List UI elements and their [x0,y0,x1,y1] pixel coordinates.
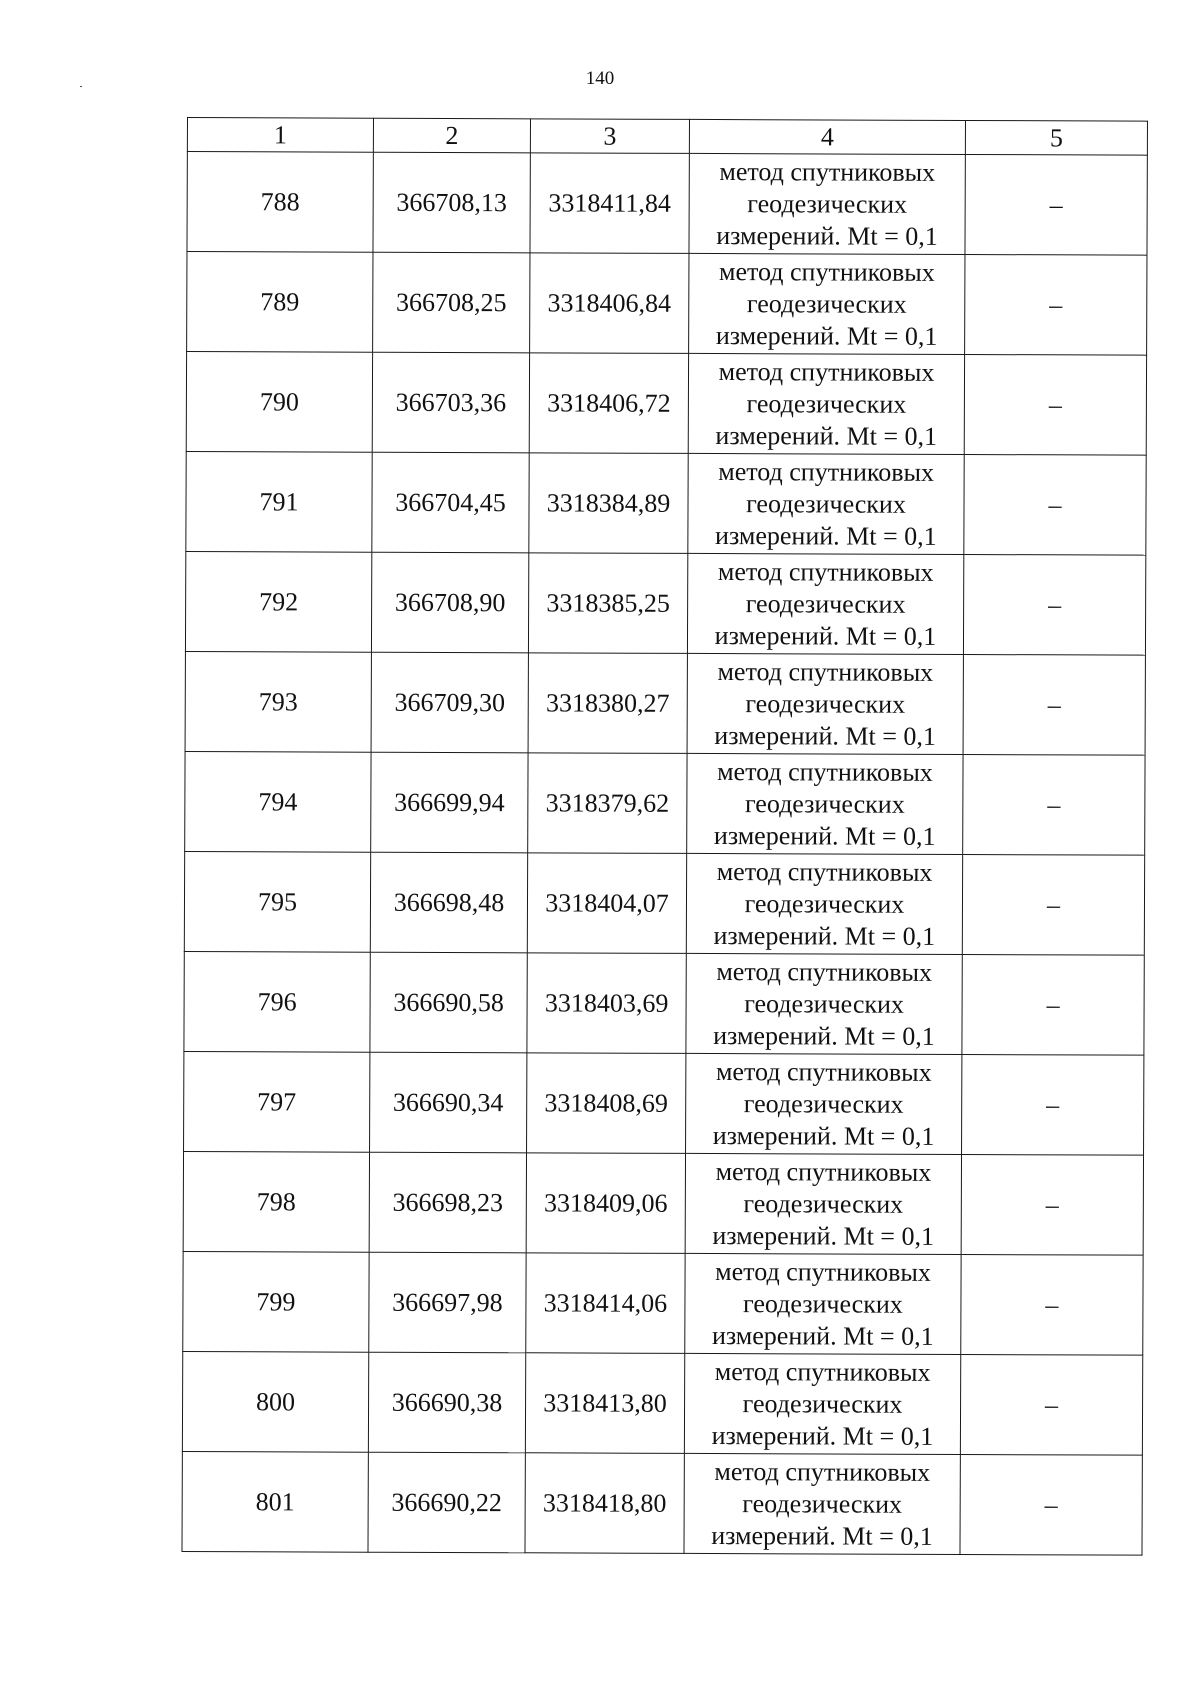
method-cell [688,453,964,554]
point-number-cell: 789 [187,252,373,353]
x-coordinate-cell: 366704,45 [372,452,529,553]
note-cell [961,1154,1143,1255]
y-coordinate-cell: 3318380,27 [528,653,687,754]
method-text-line: измерений. Mt = 0,1 [715,420,938,451]
point-number-cell: 797 [184,1051,370,1152]
method-text-line: измерений. Mt = 0,1 [714,720,936,751]
note-dash: – [1048,589,1062,619]
note-dash: – [1044,1489,1058,1519]
x-coordinate-cell: 366708,25 [373,252,530,353]
method-text-line: геодезических [745,688,906,719]
note-dash: – [1046,989,1060,1019]
note-dash: – [1049,189,1063,219]
method-cell [686,1053,962,1154]
note-cell [963,654,1145,755]
method-text-line: метод спутниковых [715,1256,931,1287]
table-body [182,118,1147,1556]
point-number-cell: 801 [182,1451,368,1552]
table-row [185,651,1145,755]
method-text-line: геодезических [746,488,906,519]
note-cell [964,454,1146,555]
method-text-line: измерений. Mt = 0,1 [713,820,936,851]
method-text-line: измерений. Mt = 0,1 [715,520,937,551]
method-cell [684,1453,960,1554]
table-row [183,1251,1143,1355]
y-coordinate-cell: 3318406,72 [529,353,688,454]
point-number-cell: 795 [184,851,370,952]
y-coordinate-cell: 3318413,80 [525,1353,684,1454]
table-row [186,352,1146,456]
method-text-line: геодезических [746,288,907,319]
note-dash: – [1047,689,1061,719]
method-text-line: метод спутниковых [717,756,933,787]
note-dash: – [1047,789,1061,819]
method-cell [687,553,963,654]
method-cell [686,853,962,954]
y-coordinate-cell: 3318385,25 [528,553,687,654]
x-coordinate-cell: 366690,22 [368,1452,525,1553]
x-coordinate-cell: 366708,90 [371,552,528,653]
method-text-line: геодезических [743,1188,904,1219]
table-row [186,451,1146,555]
method-text-line: измерений. Mt = 0,1 [712,1120,935,1151]
y-coordinate-cell: 3318418,80 [525,1453,684,1554]
method-text-line: измерений. Mt = 0,1 [715,320,938,351]
method-text-line: метод спутниковых [719,156,936,187]
method-text-line: измерений. Mt = 0,1 [714,620,937,651]
x-coordinate-cell: 366698,23 [369,1152,526,1253]
table-row [183,1151,1143,1255]
table-header-row [187,118,1147,156]
note-cell [961,1254,1143,1355]
method-text-line: метод спутниковых [715,1156,932,1187]
method-text-line: геодезических [744,988,905,1019]
note-cell [964,354,1146,455]
method-text-line: метод спутниковых [716,956,933,987]
note-dash: – [1046,1089,1060,1119]
x-coordinate-cell: 366698,48 [370,852,527,953]
note-dash: – [1045,1289,1059,1319]
method-text-line: метод спутниковых [718,456,935,487]
table-row [185,751,1145,855]
method-text-line: измерений. Mt = 0,1 [713,1020,935,1051]
note-cell [963,554,1145,655]
table-row [182,1351,1142,1455]
x-coordinate-cell: 366697,98 [369,1252,526,1353]
note-cell [963,754,1145,855]
method-text-line: метод спутниковых [717,556,934,587]
note-cell [962,954,1144,1055]
method-text-line: геодезических [742,1488,903,1519]
method-text-line: геодезических [745,588,906,619]
y-coordinate-cell: 3318404,07 [527,853,686,954]
method-text-line: геодезических [744,788,905,819]
method-text-line: измерений. Mt = 0,1 [711,1520,933,1551]
x-coordinate-cell: 366703,36 [372,352,529,453]
method-text-line: геодезических [743,1088,904,1119]
y-coordinate-cell: 3318414,06 [526,1253,685,1354]
page-number: 140 [585,68,615,89]
method-text-line: геодезических [744,888,905,919]
point-number-cell: 794 [185,751,371,852]
point-number-cell: 798 [183,1151,369,1252]
method-text-line: метод спутниковых [718,256,935,287]
method-text-line: измерений. Mt = 0,1 [711,1320,934,1351]
method-text-line: метод спутниковых [716,856,933,887]
y-coordinate-cell: 3318411,84 [530,153,689,254]
point-number-cell: 790 [186,352,372,453]
point-number-cell: 792 [185,551,371,652]
method-cell [685,1153,961,1254]
x-coordinate-cell: 366690,38 [368,1352,525,1453]
method-cell [685,1253,961,1354]
y-coordinate-cell: 3318384,89 [529,453,688,554]
note-cell [965,254,1147,355]
y-coordinate-cell: 3318406,84 [530,253,689,354]
method-cell [689,153,965,254]
method-text-line: измерений. Mt = 0,1 [713,920,936,951]
column-header: 1 [187,118,373,153]
y-coordinate-cell: 3318403,69 [527,953,686,1054]
method-text-line: измерений. Mt = 0,1 [711,1420,934,1451]
column-header: 2 [373,118,530,153]
method-text-line: измерений. Mt = 0,1 [716,220,938,251]
point-number-cell: 788 [187,152,373,253]
column-header: 3 [530,119,689,154]
method-cell [688,353,964,454]
note-dash: – [1048,389,1062,419]
method-text-line: геодезических [747,188,908,219]
method-text-line: измерений. Mt = 0,1 [712,1220,935,1251]
point-number-cell: 800 [182,1351,368,1452]
note-cell [960,1354,1142,1455]
method-text-line: метод спутниковых [715,1056,932,1087]
point-number-cell: 796 [184,951,370,1052]
note-cell [962,1054,1144,1155]
point-number-cell: 793 [185,651,371,752]
method-cell [689,253,965,354]
table-row [184,851,1144,955]
y-coordinate-cell: 3318408,69 [527,1053,686,1154]
x-coordinate-cell: 366709,30 [371,652,528,753]
x-coordinate-cell: 366699,94 [371,752,528,853]
method-text-line: геодезических [743,1288,903,1319]
method-text-line: метод спутниковых [717,656,934,687]
method-cell [686,953,962,1054]
coordinates-table [181,117,1148,1556]
method-cell [684,1353,960,1454]
note-dash: – [1045,1189,1059,1219]
point-number-cell: 791 [186,451,372,552]
method-cell [687,753,963,854]
table-row [187,152,1147,256]
note-dash: – [1049,289,1063,319]
column-header: 5 [965,120,1147,155]
note-cell [962,854,1144,955]
method-text-line: метод спутниковых [714,1356,931,1387]
x-coordinate-cell: 366708,13 [373,152,530,253]
method-text-line: метод спутниковых [718,356,935,387]
method-text-line: геодезических [746,388,907,419]
method-text-line: геодезических [742,1388,903,1419]
point-number-cell: 799 [183,1251,369,1352]
x-coordinate-cell: 366690,34 [370,1052,527,1153]
table-row [187,252,1147,356]
table-row [182,1451,1142,1555]
column-header: 4 [689,119,965,154]
method-cell [687,653,963,754]
table-row [184,1051,1144,1155]
y-coordinate-cell: 3318379,62 [528,753,687,854]
note-dash: – [1046,889,1061,919]
table-row [185,551,1145,655]
method-text-line: метод спутниковых [714,1456,931,1487]
note-dash: – [1045,1389,1059,1419]
note-cell [960,1454,1142,1555]
note-cell [965,154,1147,255]
x-coordinate-cell: 366690,58 [370,952,527,1053]
table-row [184,951,1144,1055]
note-dash: – [1048,489,1062,519]
y-coordinate-cell: 3318409,06 [526,1153,685,1254]
